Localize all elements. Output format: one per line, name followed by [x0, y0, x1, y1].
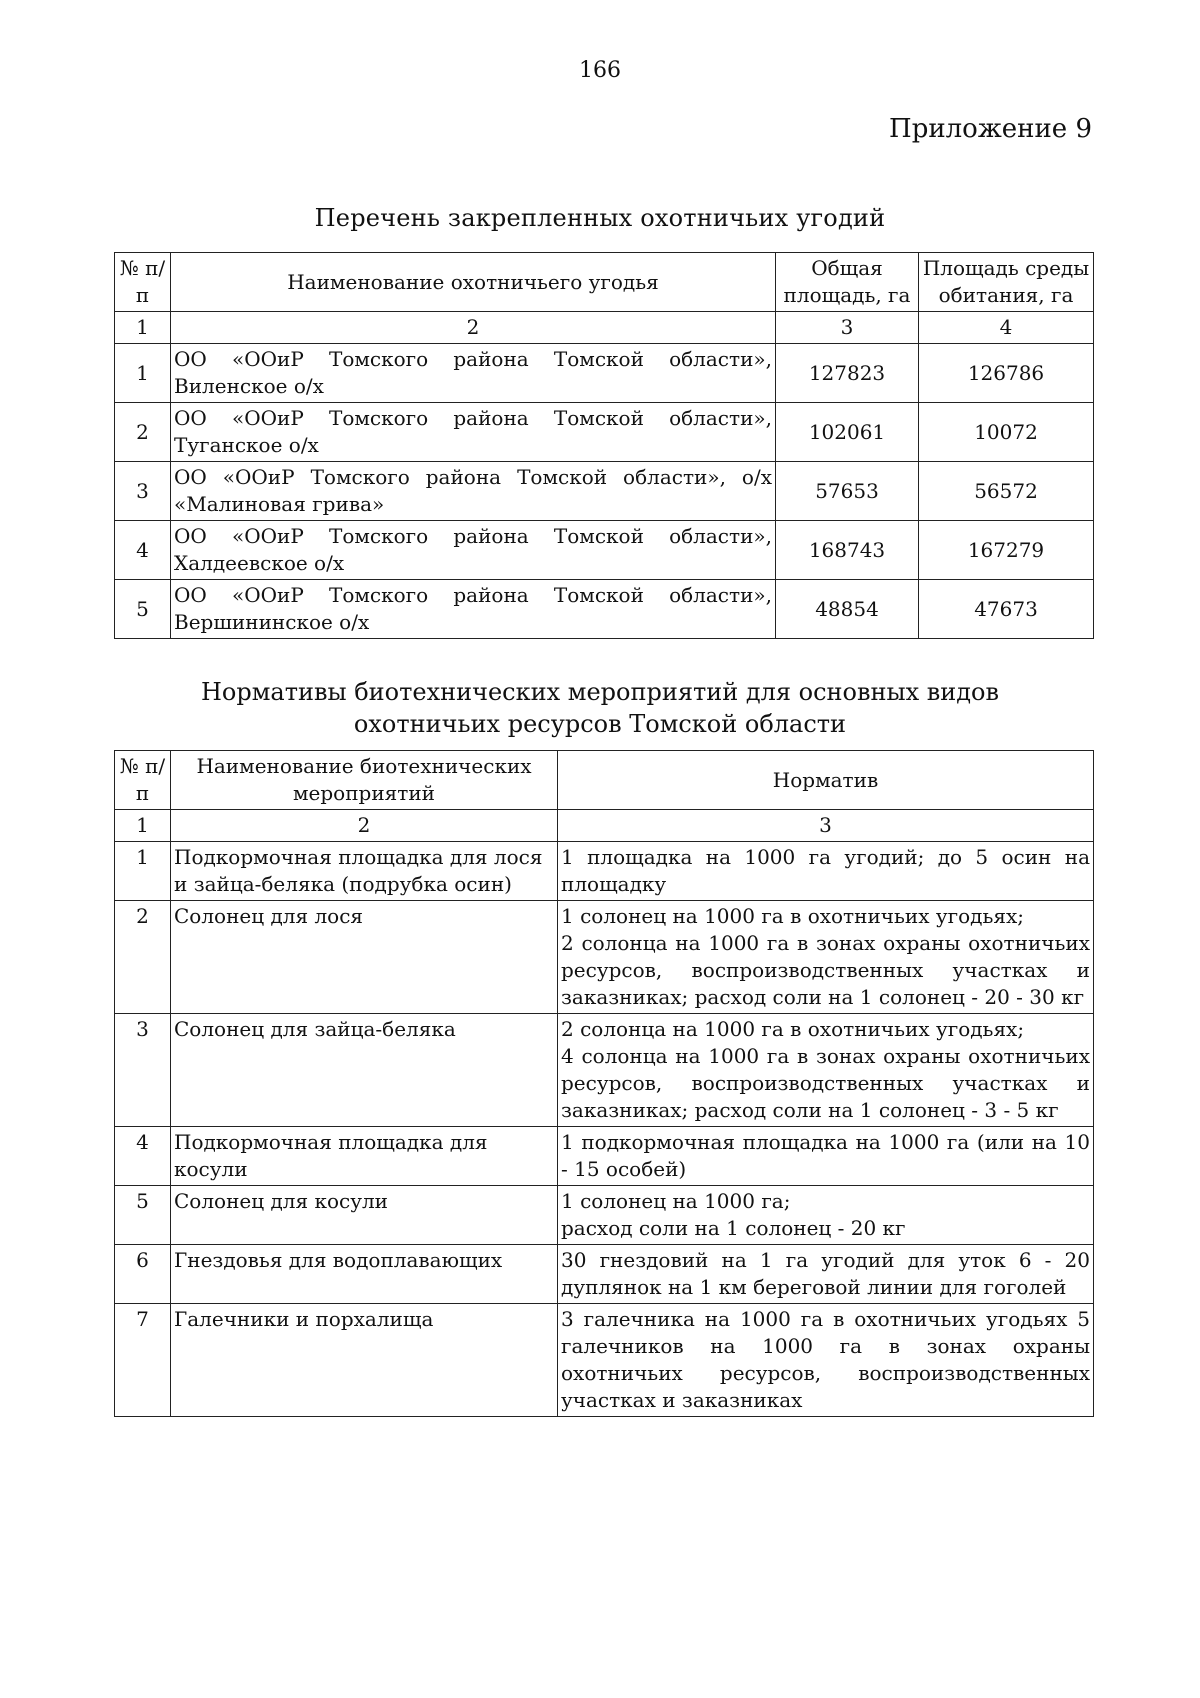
table1-header-row	[115, 253, 1094, 312]
row-norm	[558, 1186, 1094, 1245]
table-row	[115, 1186, 1094, 1245]
header-habitat-area: Площадь среды обитания, га	[919, 253, 1094, 312]
row-total-area: 127823	[776, 344, 919, 403]
norm-text: 4 солонца на 1000 га в зонах охраны охотничьих ресурсов, воспроизводственных участках и заказниках; расход соли на 1 солонец - 3 - 5 кг	[561, 1044, 1090, 1122]
row-activity-name: Гнездовья для водоплавающих	[171, 1245, 558, 1304]
table-row	[115, 842, 1094, 901]
row-num: 6	[115, 1245, 171, 1304]
header-norm: Норматив	[558, 751, 1094, 810]
table1-title: Перечень закрепленных охотничьих угодий	[314, 204, 886, 232]
row-norm	[558, 1245, 1094, 1304]
row-total-area: 57653	[776, 462, 919, 521]
table-row	[115, 462, 1094, 521]
table2-title-line1: Нормативы биотехнических мероприятий для основных видов	[200, 678, 1000, 706]
index-cell: 3	[558, 810, 1094, 842]
norm-text: 30 гнездовий на 1 га угодий для уток 6 - 20 дуплянок на 1 км береговой линии для гоголей	[561, 1248, 1090, 1299]
norm-text: 3 галечника на 1000 га в охотничьих угодьях 5 галечников на 1000 га в зонах охраны охотничьих ресурсов, воспроизводственных участках и заказниках	[561, 1307, 1090, 1412]
table1-index-row	[115, 312, 1094, 344]
row-name: ОО «ООиР Томского района Томской области», Туганское о/х	[171, 403, 776, 462]
index-cell: 2	[171, 312, 776, 344]
table-row	[115, 1127, 1094, 1186]
biotechnical-norms-table	[114, 750, 1094, 1417]
row-activity-name: Подкормочная площадка для лося и зайца-беляка (подрубка осин)	[171, 842, 558, 901]
table2-title	[0, 676, 1200, 740]
table-row	[115, 1014, 1094, 1127]
header-name: Наименование охотничьего угодья	[171, 253, 776, 312]
index-cell: 2	[171, 810, 558, 842]
page-number: 166	[579, 58, 621, 83]
row-activity-name: Солонец для зайца-беляка	[171, 1014, 558, 1127]
row-num: 4	[115, 1127, 171, 1186]
row-num: 1	[115, 344, 171, 403]
index-cell: 3	[776, 312, 919, 344]
header-num: № п/п	[115, 253, 171, 312]
row-activity-name: Солонец для косули	[171, 1186, 558, 1245]
row-num: 1	[115, 842, 171, 901]
row-habitat-area: 56572	[919, 462, 1094, 521]
table-row	[115, 1304, 1094, 1417]
row-habitat-area: 10072	[919, 403, 1094, 462]
header-num: № п/п	[115, 751, 171, 810]
norm-text: 2 солонца на 1000 га в охотничьих угодьях;	[561, 1017, 1025, 1041]
row-norm	[558, 901, 1094, 1014]
index-cell: 1	[115, 810, 171, 842]
row-habitat-area: 47673	[919, 580, 1094, 639]
appendix-label: Приложение 9	[889, 114, 1092, 144]
row-total-area: 168743	[776, 521, 919, 580]
row-habitat-area: 126786	[919, 344, 1094, 403]
header-activity-name: Наименование биотехнических мероприятий	[171, 751, 558, 810]
table-row	[115, 521, 1094, 580]
table-row	[115, 580, 1094, 639]
table2-index-row	[115, 810, 1094, 842]
norm-text: 1 подкормочная площадка на 1000 га (или на 10 - 15 особей)	[561, 1130, 1090, 1181]
index-cell: 4	[919, 312, 1094, 344]
row-activity-name: Подкормочная площадка для косули	[171, 1127, 558, 1186]
table-row	[115, 1245, 1094, 1304]
row-norm	[558, 842, 1094, 901]
norm-text: 1 солонец на 1000 га в охотничьих угодьях;	[561, 904, 1024, 928]
header-total-area: Общая площадь, га	[776, 253, 919, 312]
row-activity-name: Галечники и порхалища	[171, 1304, 558, 1417]
table-row	[115, 901, 1094, 1014]
row-activity-name: Солонец для лося	[171, 901, 558, 1014]
norm-text: 2 солонца на 1000 га в зонах охраны охотничьих ресурсов, воспроизводственных участках и заказниках; расход соли на 1 солонец - 20 - 30 кг	[561, 931, 1090, 1009]
hunting-grounds-table	[114, 252, 1094, 639]
table-row	[115, 344, 1094, 403]
norm-text: 1 солонец на 1000 га;	[561, 1189, 791, 1213]
table2-header-row	[115, 751, 1094, 810]
row-num: 4	[115, 521, 171, 580]
row-name: ОО «ООиР Томского района Томской области», Халдеевское о/х	[171, 521, 776, 580]
row-norm	[558, 1127, 1094, 1186]
row-name: ОО «ООиР Томского района Томской области», о/х «Малиновая грива»	[171, 462, 776, 521]
norm-text: 1 площадка на 1000 га угодий; до 5 осин на площадку	[561, 845, 1090, 896]
row-total-area: 102061	[776, 403, 919, 462]
row-num: 7	[115, 1304, 171, 1417]
row-num: 5	[115, 580, 171, 639]
row-name: ОО «ООиР Томского района Томской области», Виленское о/х	[171, 344, 776, 403]
row-habitat-area: 167279	[919, 521, 1094, 580]
row-num: 5	[115, 1186, 171, 1245]
row-total-area: 48854	[776, 580, 919, 639]
row-name: ОО «ООиР Томского района Томской области», Вершининское о/х	[171, 580, 776, 639]
row-norm	[558, 1014, 1094, 1127]
row-norm	[558, 1304, 1094, 1417]
table2-title-line2: охотничьих ресурсов Томской области	[353, 710, 847, 738]
row-num: 2	[115, 403, 171, 462]
index-cell: 1	[115, 312, 171, 344]
row-num: 3	[115, 1014, 171, 1127]
row-num: 3	[115, 462, 171, 521]
norm-text: расход соли на 1 солонец - 20 кг	[561, 1216, 906, 1240]
table-row	[115, 403, 1094, 462]
row-num: 2	[115, 901, 171, 1014]
